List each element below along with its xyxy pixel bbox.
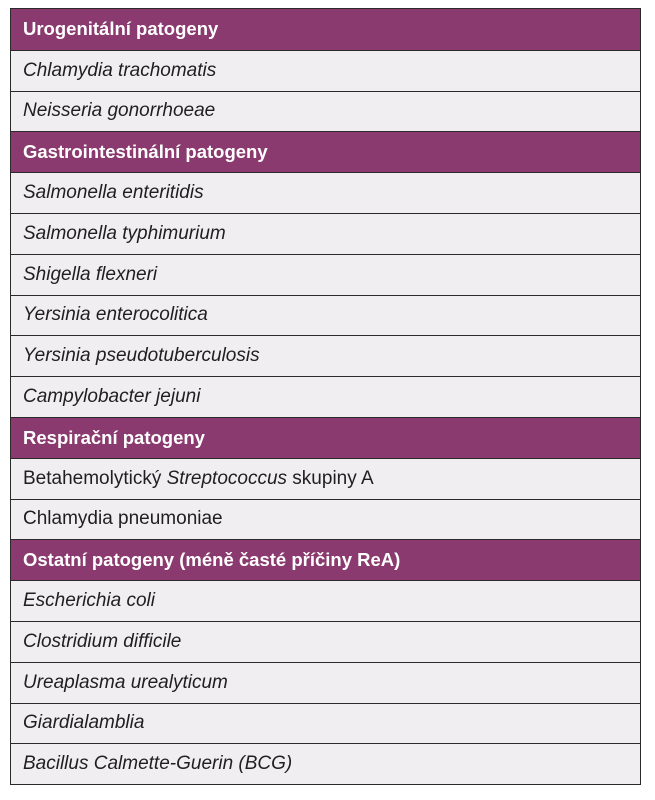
table-row: Neisseria gonorrhoeae: [11, 91, 640, 132]
table-row: Ureaplasma urealyticum: [11, 662, 640, 703]
table-row: [11, 458, 640, 499]
table-row: Salmonella enteritidis: [11, 172, 640, 213]
table-row: Chlamydia pneumoniae: [11, 499, 640, 540]
table-row: Clostridium difficile: [11, 621, 640, 662]
section-heading-urogenital: Urogenitální patogeny: [11, 9, 640, 50]
pathogen-table: [10, 8, 641, 785]
table-row: Escherichia coli: [11, 580, 640, 621]
table-row: Giardialamblia: [11, 703, 640, 744]
table-row: Yersinia pseudotuberculosis: [11, 335, 640, 376]
section-heading-other: Ostatní patogeny (méně časté příčiny ReA): [11, 539, 640, 580]
table-row: Salmonella typhimurium: [11, 213, 640, 254]
table-row: Chlamydia trachomatis: [11, 50, 640, 91]
table-row: Bacillus Calmette-Guerin (BCG): [11, 743, 640, 784]
row-text-genus: Streptococcus: [166, 467, 288, 489]
section-heading-respiratory: Respirační patogeny: [11, 417, 640, 458]
table-row: Yersinia enterocolitica: [11, 295, 640, 336]
row-text-prefix: Betahemolytický: [23, 467, 167, 489]
section-heading-gastrointestinal: Gastrointestinální patogeny: [11, 131, 640, 172]
table-row: Campylobacter jejuni: [11, 376, 640, 417]
row-text-suffix: skupiny A: [287, 467, 374, 489]
table-row: Shigella flexneri: [11, 254, 640, 295]
